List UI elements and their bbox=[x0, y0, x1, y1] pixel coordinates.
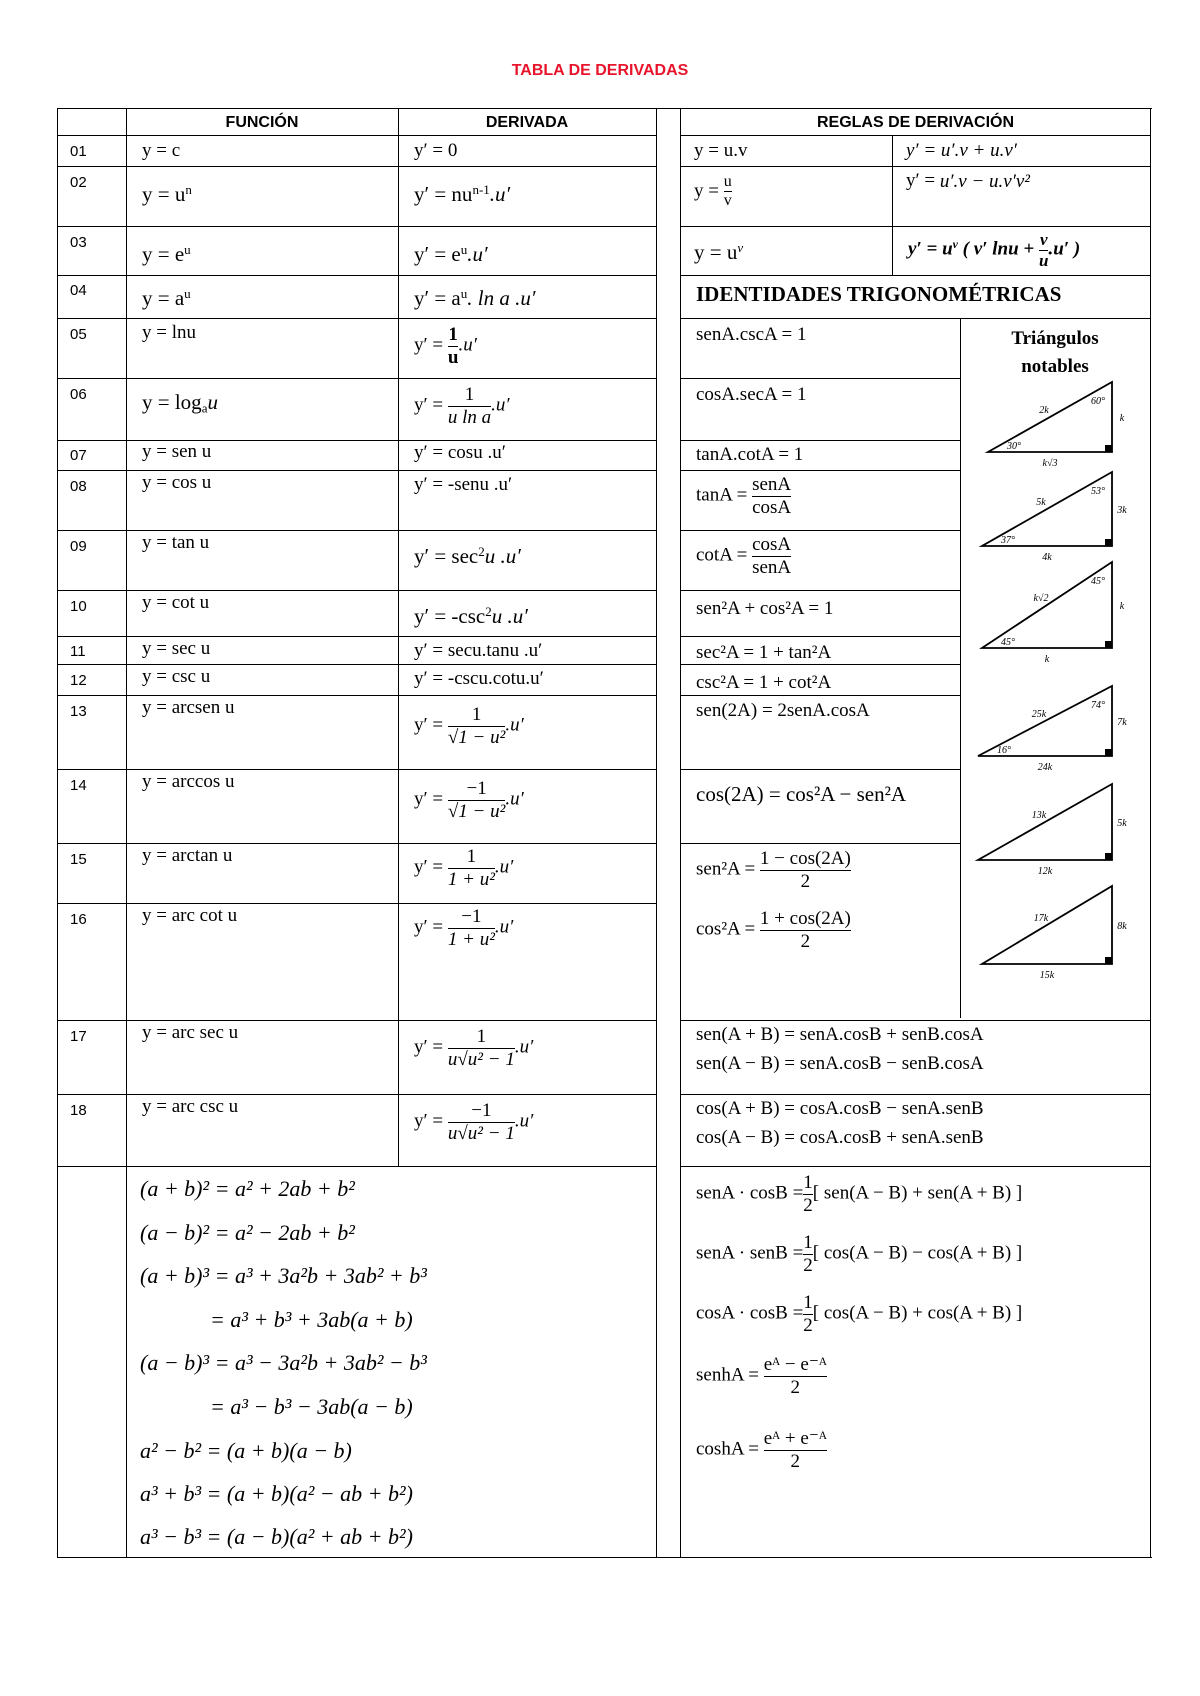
algebra-line: a² − b² = (a + b)(a − b) bbox=[140, 1438, 352, 1463]
row-number: 11 bbox=[70, 643, 86, 660]
identity-tan: tanA = $\frac{\text{senA}}{\cos A}$ bbox=[696, 474, 792, 518]
row-number: 10 bbox=[70, 598, 87, 615]
derivative-cell: y′ = secu.tanu .u′ bbox=[414, 640, 543, 661]
triangle-leg-label: 7k bbox=[1117, 717, 1127, 728]
rule-quotient-left: y = $\frac{u}{v}$ bbox=[694, 173, 732, 210]
row-number: 16 bbox=[70, 911, 87, 928]
identity-cos-diff: cos(A − B) = cosA.cosB + senA.senB bbox=[696, 1127, 984, 1148]
function-cell: y = cot u bbox=[142, 592, 210, 613]
derivative-cell: y′ = $\frac{1}{u}$ .u′ bbox=[414, 324, 477, 368]
page-title: TABLA DE DERIVADAS bbox=[511, 62, 689, 79]
identity-double-cos: cos(2A) = cos²A − sen²A bbox=[696, 782, 907, 806]
derivative-cell: y′ = -cscu.cotu.u′ bbox=[414, 668, 544, 689]
triangle-hypotenuse-label: 2k bbox=[1039, 405, 1049, 416]
triangle-hypotenuse-label: 17k bbox=[1033, 913, 1049, 924]
derivative-cell: y′ = $\frac{-1}{\text{u√u² − 1}}$ .u′ bbox=[414, 1100, 534, 1144]
function-cell: $y = \log_au$ bbox=[142, 390, 218, 416]
derivative-cell: $y' = \sec^2u$ .u′ bbox=[414, 543, 521, 568]
row-number: 08 bbox=[70, 478, 87, 495]
triangle-leg-label: 3k bbox=[1117, 505, 1127, 516]
derivative-cell: y′ = $\frac{-1}{\text{1 + u²}}$ .u′ bbox=[414, 906, 514, 950]
identity-product-sin-cos: senA · cosB = $\frac{1}{2}$ [ sen(A − B) + sen(A + B) ] bbox=[696, 1172, 1023, 1216]
algebra-line: a³ − b³ = (a − b)(a² + ab + b²) bbox=[140, 1524, 413, 1549]
row-number: 06 bbox=[70, 386, 87, 403]
identity-reciprocal-cos: cosA.secA = 1 bbox=[696, 384, 807, 405]
triangle-base-label: 12k bbox=[1037, 866, 1053, 877]
row-number: 03 bbox=[70, 234, 87, 251]
identity-product-cos-cos: cosA · cosB = $\frac{1}{2}$ [ cos(A − B) + cos(A + B) ] bbox=[696, 1292, 1023, 1336]
row-number: 02 bbox=[70, 174, 87, 191]
algebra-line: = a³ + b³ + 3ab(a + b) bbox=[210, 1307, 413, 1332]
function-cell: y = lnu bbox=[142, 322, 196, 343]
derivative-cell: y′ = cosu .u′ bbox=[414, 442, 506, 463]
identity-senh: senhA = $\frac{\text{eᴬ − e⁻ᴬ}}{2}$ bbox=[696, 1354, 827, 1398]
algebra-line: a³ + b³ = (a + b)(a² − ab + b²) bbox=[140, 1481, 413, 1506]
algebra-line: = a³ − b³ − 3ab(a − b) bbox=[210, 1394, 413, 1419]
function-cell: y = cos u bbox=[142, 472, 212, 493]
right-angle-mark bbox=[1105, 539, 1112, 546]
right-angle-mark bbox=[1105, 749, 1112, 756]
triangle-angle-label: 74° bbox=[1091, 700, 1105, 711]
triangle-leg-label: k bbox=[1119, 413, 1125, 424]
triangle-hypotenuse-label: 5k bbox=[1036, 497, 1046, 508]
row-number: 04 bbox=[70, 282, 87, 299]
function-cell: $y = e^u$ bbox=[142, 241, 191, 266]
rule-product-right: y′ = u′.v + u.v′ bbox=[906, 140, 1017, 161]
identity-cosh: coshA = $\frac{\text{eᴬ + e⁻ᴬ}}{2}$ bbox=[696, 1428, 827, 1472]
triangle-shape bbox=[982, 886, 1112, 964]
derivative-cell: y′ = 0 bbox=[414, 140, 458, 161]
identity-sin-squared: sen²A = $\frac{1 - \cos(2A)}{2}$ bbox=[696, 848, 851, 892]
header-derivada: DERIVADA bbox=[485, 114, 569, 131]
rule-power-left: $y = u^v$ bbox=[694, 239, 744, 264]
function-cell: y = arc csc u bbox=[142, 1096, 239, 1117]
identity-sec-tan: sec²A = 1 + tan²A bbox=[696, 642, 832, 663]
function-cell: y = arc sec u bbox=[142, 1022, 239, 1043]
function-cell: y = csc u bbox=[142, 666, 211, 687]
notable-triangles bbox=[960, 370, 1150, 990]
identity-reciprocal-tan: tanA.cotA = 1 bbox=[696, 444, 804, 465]
identity-cos-sum: cos(A + B) = cosA.cosB − senA.senB bbox=[696, 1098, 984, 1119]
row-number: 05 bbox=[70, 326, 87, 343]
row-number: 14 bbox=[70, 777, 87, 794]
derivative-cell: y′ = $\frac{1}{\text{u√u² − 1}}$ .u′ bbox=[414, 1026, 534, 1070]
function-cell: y = arcsen u bbox=[142, 697, 235, 718]
identities-title: IDENTIDADES TRIGONOMÉTRICAS bbox=[696, 282, 1062, 306]
triangle-angle-label: 37° bbox=[1001, 535, 1015, 546]
algebra-line: (a − b)² = a² − 2ab + b² bbox=[140, 1220, 355, 1245]
identity-product-sin-sin: senA · senB = $\frac{1}{2}$ [ cos(A − B) − cos(A + B) ] bbox=[696, 1232, 1023, 1276]
derivative-cell: $y' = -\csc^2u$ .u′ bbox=[414, 603, 528, 628]
triangle-hypotenuse-label: 13k bbox=[1031, 810, 1047, 821]
row-number: 13 bbox=[70, 703, 87, 720]
row-number: 18 bbox=[70, 1102, 87, 1119]
derivative-cell: $y' = nu^{n-1}.u'$ bbox=[414, 181, 511, 206]
triangles-title: Triángulos notables bbox=[1011, 328, 1099, 377]
identity-reciprocal-sin: senA.cscA = 1 bbox=[696, 324, 807, 345]
identity-sin-diff: sen(A − B) = senA.cosB − senB.cosA bbox=[696, 1053, 984, 1074]
row-number: 07 bbox=[70, 447, 87, 464]
row-number: 17 bbox=[70, 1028, 87, 1045]
algebra-line: (a + b)³ = a³ + 3a²b + 3ab² + b³ bbox=[140, 1263, 427, 1288]
triangle-angle-label: 16° bbox=[997, 745, 1011, 756]
triangle-base-label: k bbox=[1044, 654, 1050, 665]
derivative-cell: y′ = $\frac{1}{\text{u ln a}}$ .u′ bbox=[414, 384, 510, 428]
triangle-base-label: k√3 bbox=[1042, 458, 1058, 469]
triangle-angle-label: 53° bbox=[1091, 486, 1105, 497]
row-number: 01 bbox=[70, 143, 87, 160]
function-cell: y = c bbox=[142, 140, 181, 161]
rule-power-right: $y' = u^v$ ( v′ lnu + $\frac{v}{u}$ .u′ ) bbox=[908, 230, 1081, 270]
derivative-cell: $y' = a^u$. ln a .u′ bbox=[414, 285, 536, 310]
right-angle-mark bbox=[1105, 853, 1112, 860]
identity-sin-sum: sen(A + B) = senA.cosB + senB.cosA bbox=[696, 1024, 984, 1045]
header-reglas: REGLAS DE DERIVACIÓN bbox=[816, 114, 1015, 131]
triangle-angle-label: 30° bbox=[1007, 441, 1021, 452]
function-cell: y = arccos u bbox=[142, 771, 235, 792]
algebra-line: (a + b)² = a² + 2ab + b² bbox=[140, 1176, 355, 1201]
algebra-line: (a − b)³ = a³ − 3a²b + 3ab² − b³ bbox=[140, 1350, 427, 1375]
row-number: 09 bbox=[70, 538, 87, 555]
right-angle-mark bbox=[1105, 445, 1112, 452]
triangle-leg-label: k bbox=[1119, 601, 1125, 612]
derivative-cell: y′ = $\frac{1}{\text{1 + u²}}$ .u′ bbox=[414, 846, 514, 890]
triangle-base-label: 15k bbox=[1039, 970, 1055, 981]
triangle-hypotenuse-label: k√2 bbox=[1033, 593, 1049, 604]
triangle-base-label: 24k bbox=[1037, 762, 1053, 773]
function-cell: y = tan u bbox=[142, 532, 210, 553]
function-cell: $y = a^u$ bbox=[142, 285, 191, 310]
rule-quotient-right: y′ = u′.v − u.v′v² bbox=[906, 170, 1031, 192]
right-angle-mark bbox=[1105, 957, 1112, 964]
triangle-hypotenuse-label: 25k bbox=[1031, 709, 1047, 720]
triangle-shape bbox=[982, 562, 1112, 648]
triangle-angle-label: 60° bbox=[1091, 396, 1105, 407]
derivative-cell: y′ = $\frac{1}{\text{√1 − u²}}$ .u′ bbox=[414, 704, 524, 748]
triangle-leg-label: 5k bbox=[1117, 818, 1127, 829]
function-cell: $y = u^n$ bbox=[142, 181, 192, 206]
function-cell: y = sec u bbox=[142, 638, 211, 659]
identity-cos-squared: cos²A = $\frac{1 + \cos(2A)}{2}$ bbox=[696, 908, 851, 952]
identity-csc-cot: csc²A = 1 + cot²A bbox=[696, 672, 832, 693]
identity-cot: cotA = $\frac{\cos A}{\text{senA}}$ bbox=[696, 534, 792, 578]
triangle-base-label: 4k bbox=[1042, 552, 1052, 563]
triangle-angle-label: 45° bbox=[1001, 637, 1015, 648]
derivative-cell: $y' = e^u.u'$ bbox=[414, 241, 488, 266]
function-cell: y = arctan u bbox=[142, 845, 233, 866]
rule-product-left: y = u.v bbox=[694, 140, 748, 161]
header-funcion: FUNCIÓN bbox=[225, 114, 299, 131]
row-number: 15 bbox=[70, 851, 87, 868]
identity-double-sin: sen(2A) = 2senA.cosA bbox=[696, 700, 870, 721]
row-number: 12 bbox=[70, 672, 87, 689]
triangle-angle-label: 45° bbox=[1091, 576, 1105, 587]
function-cell: y = arc cot u bbox=[142, 905, 238, 926]
derivative-cell: y′ = $\frac{-1}{\text{√1 − u²}}$ .u′ bbox=[414, 778, 524, 822]
triangle-shape bbox=[978, 784, 1112, 860]
right-angle-mark bbox=[1105, 641, 1112, 648]
identity-pythagorean: sen²A + cos²A = 1 bbox=[696, 598, 834, 619]
derivative-cell: y′ = -senu .u′ bbox=[414, 474, 513, 495]
function-cell: y = sen u bbox=[142, 441, 212, 462]
triangle-leg-label: 8k bbox=[1117, 921, 1127, 932]
